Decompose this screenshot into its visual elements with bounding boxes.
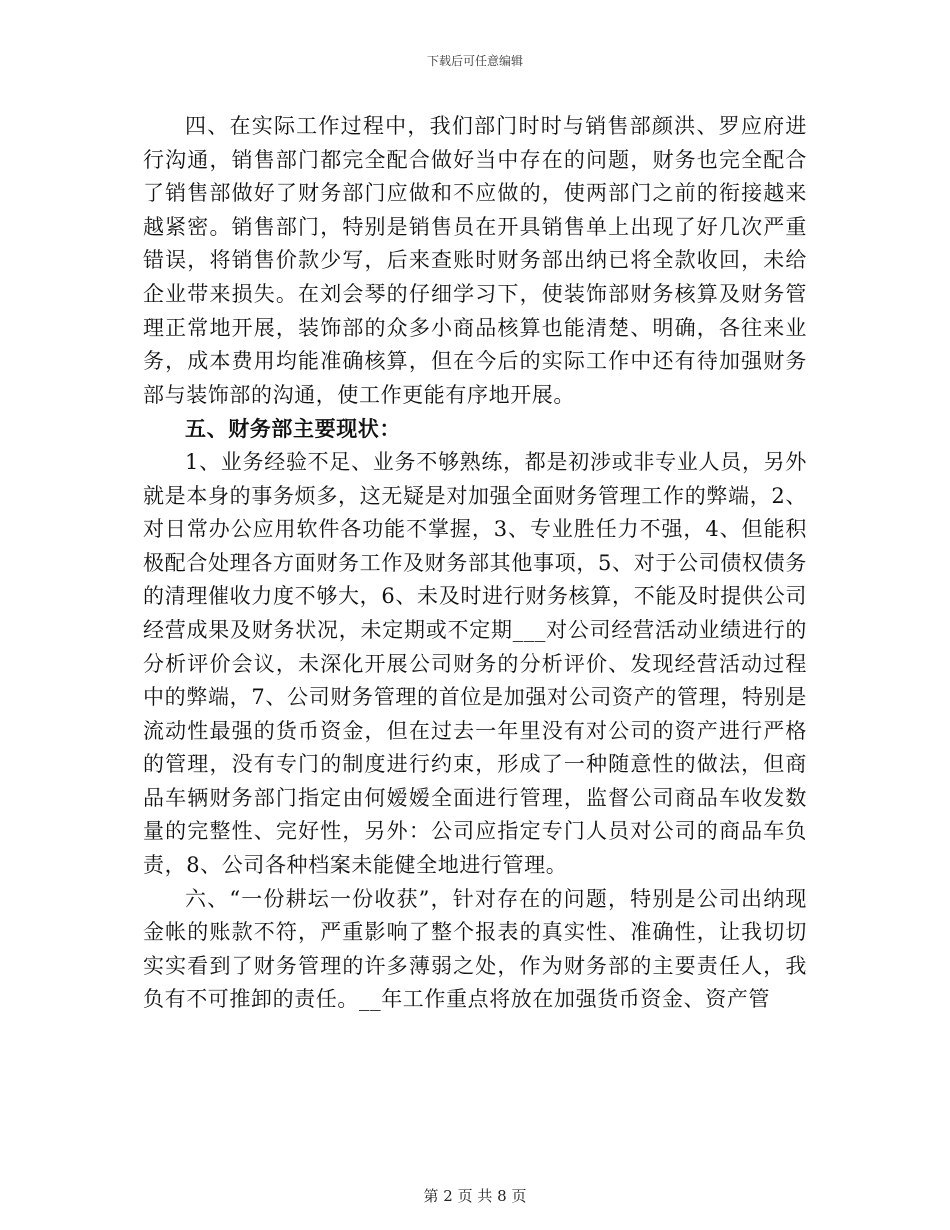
section-heading-five: 五、财务部主要现状：: [185, 416, 401, 442]
paragraph-status-list: 1、业务经验不足、业务不够熟练，都是初涉或非专业人员，另外就是本身的事务烦多，这无疑是对加强全面财务管理工作的弊端，2、对日常办公应用软件各功能不掌握，3、专业胜任力不强，4、但能积极配合处理各方面财务工作及财务部其他事项，5、对于公司债权债务的清理催收力度不够大，6、未及时进行财务核算，不能及时提供公司经营成果及财务状况，未定期或不定期___对公司经营活动业绩进行的分析评价会议，未深化开展公司财务的分析评价、发现经营活动过程中的弊端，7、公司财务管理的首位是加强对公司资产的管理，特别是流动性最强的货币资金，但在过去一年里没有对公司的资产进行严格的管理，没有专门的制度进行约束，形成了一种随意性的做法，但商品车辆财务部门指定由何嫒嫒全面进行管理，监督公司商品车收发数量的完整性、完好性，另外：公司应指定专门人员对公司的商品车负责，8、公司各种档案未能健全地进行管理。: [143, 449, 807, 878]
paragraph-section-six: 六、“一份耕坛一份收获”，针对存在的问题，特别是公司出纳现金帐的账款不符，严重影响了整个报表的真实性、准确性，让我切切实实看到了财务管理的许多薄弱之处，作为财务部的主要责任人，我负有不可推卸的责任。__年工作重点将放在加强货币资金、资产管: [143, 886, 807, 1012]
page-number-footer: 第 2 页 共 8 页: [423, 1187, 527, 1205]
document-body: [143, 110, 807, 1017]
page-header: 下载后可任意编辑: [426, 54, 523, 68]
paragraph-section-four: 四、在实际工作过程中，我们部门时时与销售部颜洪、罗应府进行沟通，销售部门都完全配合做好当中存在的问题，财务也完全配合了销售部做好了财务部门应做和不应做的，使两部门之前的衔接越来越紧密。销售部门，特别是销售员在开具销售单上出现了好几次严重错误，将销售价款少写，后来查账时财务部出纳已将全款收回，未给企业带来损失。在刘会琴的仔细学习下，使装饰部财务核算及财务管理正常地开展，装饰部的众多小商品核算也能清楚、明确，各往来业务，成本费用均能准确核算，但在今后的实际工作中还有待加强财务部与装饰部的沟通，使工作更能有序地开展。: [143, 114, 807, 407]
